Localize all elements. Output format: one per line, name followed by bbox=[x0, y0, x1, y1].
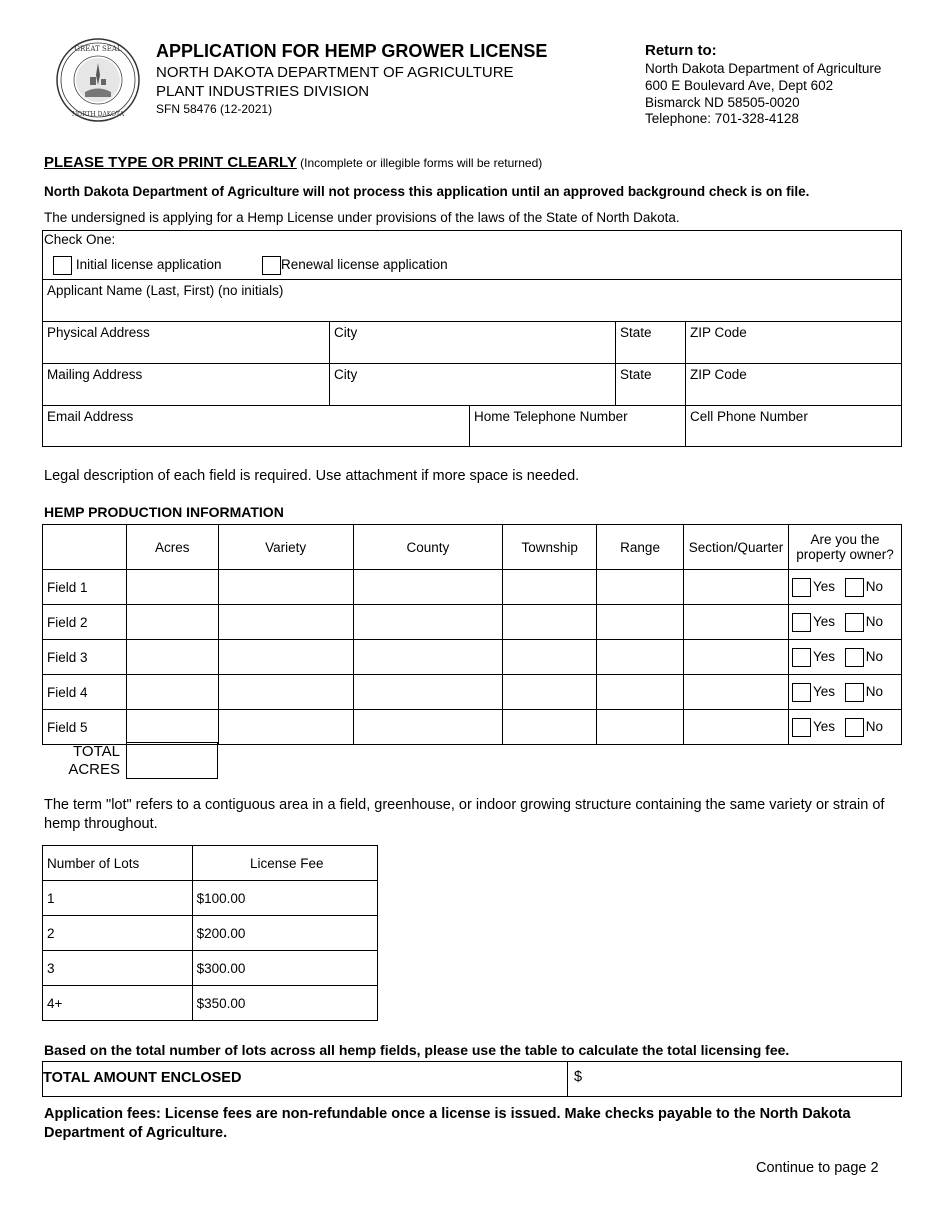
township-cell[interactable] bbox=[503, 605, 597, 640]
return-line-1: North Dakota Department of Agriculture bbox=[645, 61, 882, 76]
physical-zip-field[interactable] bbox=[685, 321, 902, 364]
section-quarter-cell[interactable] bbox=[684, 640, 789, 675]
table-row bbox=[43, 881, 378, 916]
lots-cell: 2 bbox=[43, 916, 193, 951]
number-of-lots-header: Number of Lots bbox=[43, 846, 193, 881]
yes-label: Yes bbox=[812, 578, 836, 594]
county-cell[interactable] bbox=[353, 710, 503, 745]
column-header bbox=[43, 525, 127, 570]
owner-cell bbox=[788, 640, 901, 675]
form-title: APPLICATION FOR HEMP GROWER LICENSE bbox=[156, 41, 548, 61]
township-cell[interactable] bbox=[503, 640, 597, 675]
application-fees-note: Application fees: License fees are non-refundable once a license is issued. Make checks payable to the North Dakota Department of Agriculture. bbox=[44, 1106, 851, 1141]
township-cell[interactable] bbox=[503, 675, 597, 710]
initial-license-label: Initial license application bbox=[75, 257, 222, 273]
section-quarter-cell[interactable] bbox=[684, 570, 789, 605]
acres-cell[interactable] bbox=[126, 675, 218, 710]
fee-cell: $100.00 bbox=[192, 881, 377, 916]
owner-cell bbox=[788, 710, 901, 745]
acres-cell[interactable] bbox=[126, 605, 218, 640]
section-quarter-cell[interactable] bbox=[684, 675, 789, 710]
physical-address-field[interactable] bbox=[42, 321, 330, 364]
total-amount-label: TOTAL AMOUNT ENCLOSED bbox=[43, 1070, 242, 1086]
owner-yes-checkbox[interactable] bbox=[792, 648, 811, 667]
column-header-acres: Acres bbox=[126, 525, 218, 570]
applicant-info-box bbox=[42, 230, 902, 447]
hemp-production-title: HEMP PRODUCTION INFORMATION bbox=[44, 504, 284, 520]
mailing-address-label: Mailing Address bbox=[47, 367, 143, 382]
please-print-heading: PLEASE TYPE OR PRINT CLEARLY bbox=[44, 154, 297, 171]
column-header-township: Township bbox=[503, 525, 597, 570]
applicant-name-field[interactable] bbox=[42, 279, 902, 322]
owner-cell bbox=[788, 675, 901, 710]
return-line-2: 600 E Boulevard Ave, Dept 602 bbox=[645, 78, 834, 93]
range-cell[interactable] bbox=[597, 675, 684, 710]
total-acres-label-line1: TOTAL bbox=[73, 743, 120, 760]
physical-state-label: State bbox=[620, 325, 652, 340]
cell-phone-field[interactable] bbox=[685, 405, 902, 447]
section-quarter-cell[interactable] bbox=[684, 605, 789, 640]
range-cell[interactable] bbox=[597, 605, 684, 640]
yes-label: Yes bbox=[812, 648, 836, 664]
state-seal-logo bbox=[55, 37, 141, 123]
physical-zip-label: ZIP Code bbox=[690, 325, 747, 340]
physical-city-field[interactable] bbox=[329, 321, 616, 364]
field-label: Field 1 bbox=[43, 570, 127, 605]
mailing-zip-label: ZIP Code bbox=[690, 367, 747, 382]
variety-cell[interactable] bbox=[218, 570, 353, 605]
physical-state-field[interactable] bbox=[615, 321, 686, 364]
mailing-city-field[interactable] bbox=[329, 363, 616, 406]
dollar-sign: $ bbox=[574, 1069, 583, 1085]
owner-yes-checkbox[interactable] bbox=[792, 613, 811, 632]
acres-cell[interactable] bbox=[126, 640, 218, 675]
variety-cell[interactable] bbox=[218, 675, 353, 710]
physical-city-label: City bbox=[334, 325, 358, 340]
total-acres-field[interactable] bbox=[126, 742, 218, 779]
mailing-zip-field[interactable] bbox=[685, 363, 902, 406]
township-cell[interactable] bbox=[503, 710, 597, 745]
no-label: No bbox=[865, 683, 884, 699]
owner-cell bbox=[788, 605, 901, 640]
email-address-field[interactable] bbox=[42, 405, 470, 447]
table-row bbox=[43, 986, 378, 1021]
check-one-label: Check One: bbox=[44, 232, 116, 247]
return-to-title: Return to: bbox=[645, 42, 717, 59]
no-label: No bbox=[865, 613, 884, 629]
svg-text:GREAT SEAL: GREAT SEAL bbox=[74, 45, 122, 53]
lots-cell: 1 bbox=[43, 881, 193, 916]
return-line-4: Telephone: 701-328-4128 bbox=[645, 111, 799, 126]
variety-cell[interactable] bbox=[218, 605, 353, 640]
owner-cell bbox=[788, 570, 901, 605]
fee-header-row bbox=[43, 846, 378, 881]
renewal-license-label: Renewal license application bbox=[281, 257, 448, 273]
hemp-production-table bbox=[42, 524, 902, 745]
cell-phone-label: Cell Phone Number bbox=[690, 409, 808, 424]
lots-cell: 3 bbox=[43, 951, 193, 986]
no-label: No bbox=[865, 578, 884, 594]
owner-no-checkbox[interactable] bbox=[845, 578, 864, 597]
township-cell[interactable] bbox=[503, 570, 597, 605]
column-header-range: Range bbox=[597, 525, 684, 570]
home-phone-label: Home Telephone Number bbox=[474, 409, 628, 424]
please-print-note: (Incomplete or illegible forms will be returned) bbox=[296, 156, 543, 170]
return-line-3: Bismarck ND 58505-0020 bbox=[645, 95, 800, 110]
owner-yes-checkbox[interactable] bbox=[792, 578, 811, 597]
total-amount-field[interactable] bbox=[567, 1061, 903, 1097]
section-quarter-cell[interactable] bbox=[684, 710, 789, 745]
svg-text:NORTH DAKOTA: NORTH DAKOTA bbox=[71, 111, 125, 118]
email-address-label: Email Address bbox=[47, 409, 134, 424]
acres-cell[interactable] bbox=[126, 710, 218, 745]
mailing-state-label: State bbox=[620, 367, 652, 382]
physical-address-label: Physical Address bbox=[47, 325, 150, 340]
division-name: PLANT INDUSTRIES DIVISION bbox=[156, 83, 370, 100]
column-header-variety: Variety bbox=[218, 525, 353, 570]
column-header-county: County bbox=[353, 525, 503, 570]
legal-description-note: Legal description of each field is required. Use attachment if more space is needed. bbox=[44, 468, 580, 484]
applicant-name-label: Applicant Name (Last, First) (no initials) bbox=[47, 283, 284, 298]
field-label: Field 5 bbox=[43, 710, 127, 745]
fee-instruction: Based on the total number of lots across all hemp fields, please use the table to calculate the total licensing fee. bbox=[44, 1042, 790, 1058]
no-label: No bbox=[865, 718, 884, 734]
table-row bbox=[43, 605, 902, 640]
range-cell[interactable] bbox=[597, 640, 684, 675]
county-cell[interactable] bbox=[353, 605, 503, 640]
total-amount-box bbox=[42, 1061, 902, 1097]
yes-label: Yes bbox=[812, 613, 836, 629]
no-label: No bbox=[865, 648, 884, 664]
acres-cell[interactable] bbox=[126, 570, 218, 605]
field-label: Field 2 bbox=[43, 605, 127, 640]
county-cell[interactable] bbox=[353, 640, 503, 675]
license-fee-table bbox=[42, 845, 378, 1021]
mailing-state-field[interactable] bbox=[615, 363, 686, 406]
table-header-row bbox=[43, 525, 902, 570]
variety-cell[interactable] bbox=[218, 710, 353, 745]
variety-cell[interactable] bbox=[218, 640, 353, 675]
range-cell[interactable] bbox=[597, 570, 684, 605]
table-row bbox=[43, 640, 902, 675]
department-name: NORTH DAKOTA DEPARTMENT OF AGRICULTURE bbox=[156, 64, 514, 81]
undersigned-statement: The undersigned is applying for a Hemp License under provisions of the laws of the State of North Dakota. bbox=[44, 210, 680, 225]
mailing-address-field[interactable] bbox=[42, 363, 330, 406]
please-print-notice bbox=[44, 154, 542, 171]
yes-label: Yes bbox=[812, 683, 836, 699]
owner-yes-checkbox[interactable] bbox=[792, 718, 811, 737]
table-row bbox=[43, 951, 378, 986]
table-row bbox=[43, 710, 902, 745]
renewal-license-option[interactable] bbox=[262, 256, 448, 275]
fee-cell: $350.00 bbox=[192, 986, 377, 1021]
owner-no-checkbox[interactable] bbox=[845, 718, 864, 737]
form-number: SFN 58476 (12-2021) bbox=[156, 102, 273, 116]
table-row bbox=[43, 916, 378, 951]
owner-no-checkbox[interactable] bbox=[845, 683, 864, 702]
lots-cell: 4+ bbox=[43, 986, 193, 1021]
table-row bbox=[43, 675, 902, 710]
total-acres-label-line2: ACRES bbox=[68, 761, 120, 778]
column-header-property-owner: Are you the property owner? bbox=[788, 525, 901, 570]
yes-label: Yes bbox=[812, 718, 836, 734]
column-header-section-quarter: Section/Quarter bbox=[684, 525, 789, 570]
county-cell[interactable] bbox=[353, 675, 503, 710]
owner-no-checkbox[interactable] bbox=[845, 648, 864, 667]
county-cell[interactable] bbox=[353, 570, 503, 605]
range-cell[interactable] bbox=[597, 710, 684, 745]
renewal-license-checkbox[interactable] bbox=[262, 256, 281, 275]
owner-no-checkbox[interactable] bbox=[845, 613, 864, 632]
initial-license-option[interactable] bbox=[53, 256, 221, 275]
initial-license-checkbox[interactable] bbox=[53, 256, 72, 275]
mailing-city-label: City bbox=[334, 367, 358, 382]
fee-cell: $300.00 bbox=[192, 951, 377, 986]
field-label: Field 3 bbox=[43, 640, 127, 675]
background-check-notice: North Dakota Department of Agriculture will not process this application until an approved background check is on file. bbox=[44, 184, 810, 199]
table-row bbox=[43, 570, 902, 605]
license-fee-header: License Fee bbox=[192, 846, 377, 881]
owner-yes-checkbox[interactable] bbox=[792, 683, 811, 702]
home-phone-field[interactable] bbox=[469, 405, 686, 447]
continue-to-page-2: Continue to page 2 bbox=[756, 1160, 879, 1176]
total-acres-label bbox=[42, 743, 120, 779]
field-label: Field 4 bbox=[43, 675, 127, 710]
lot-definition: The term "lot" refers to a contiguous area in a field, greenhouse, or indoor growing structure containing the same variety or strain of hemp throughout. bbox=[44, 797, 885, 832]
fee-cell: $200.00 bbox=[192, 916, 377, 951]
